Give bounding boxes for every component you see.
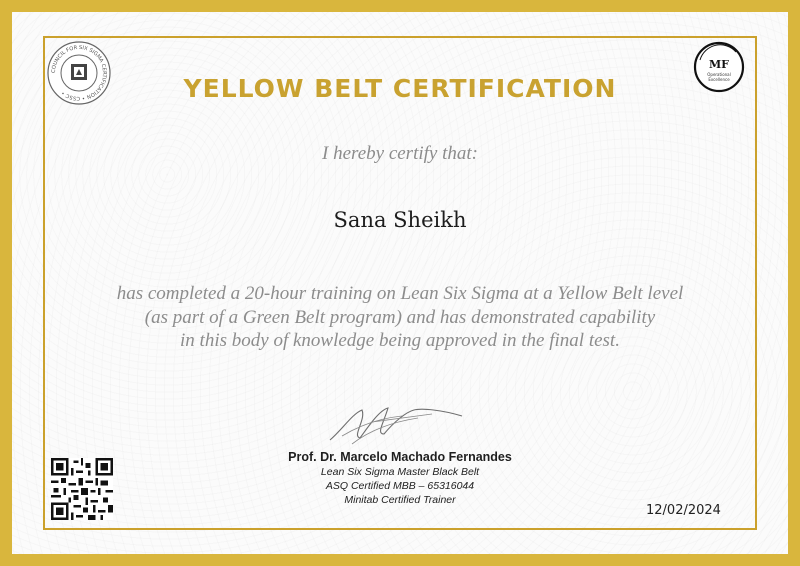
certificate-title: YELLOW BELT CERTIFICATION bbox=[183, 74, 617, 103]
svg-text:Operational: Operational bbox=[707, 72, 731, 77]
body-line-1: has completed a 20-hour training on Lean Six Sigma at a Yellow Belt level bbox=[116, 283, 684, 304]
certificate-date: 12/02/2024 bbox=[646, 503, 721, 518]
body-line-3: in this body of knowledge being approved in the final test. bbox=[180, 330, 620, 351]
qr-code-icon bbox=[51, 458, 113, 520]
signer-role-2: ASQ Certified MBB – 65316044 bbox=[325, 480, 475, 492]
certify-intro: I hereby certify that: bbox=[322, 143, 478, 164]
recipient-name: Sana Sheikh bbox=[333, 208, 467, 232]
signer-role-3: Minitab Certified Trainer bbox=[344, 494, 456, 506]
signature-image bbox=[322, 400, 472, 448]
body-line-2: (as part of a Green Belt program) and has demonstrated capability bbox=[144, 307, 656, 328]
signer-role-1: Lean Six Sigma Master Black Belt bbox=[320, 466, 480, 478]
svg-text:Excellence: Excellence bbox=[708, 77, 730, 82]
svg-text:MF: MF bbox=[709, 58, 729, 71]
svg-text:COUNCIL FOR SIX SIGMA CERTIFIC: COUNCIL FOR SIX SIGMA CERTIFICATION • CSSC • bbox=[50, 44, 108, 102]
signer-name: Prof. Dr. Marcelo Machado Fernandes bbox=[288, 450, 512, 464]
